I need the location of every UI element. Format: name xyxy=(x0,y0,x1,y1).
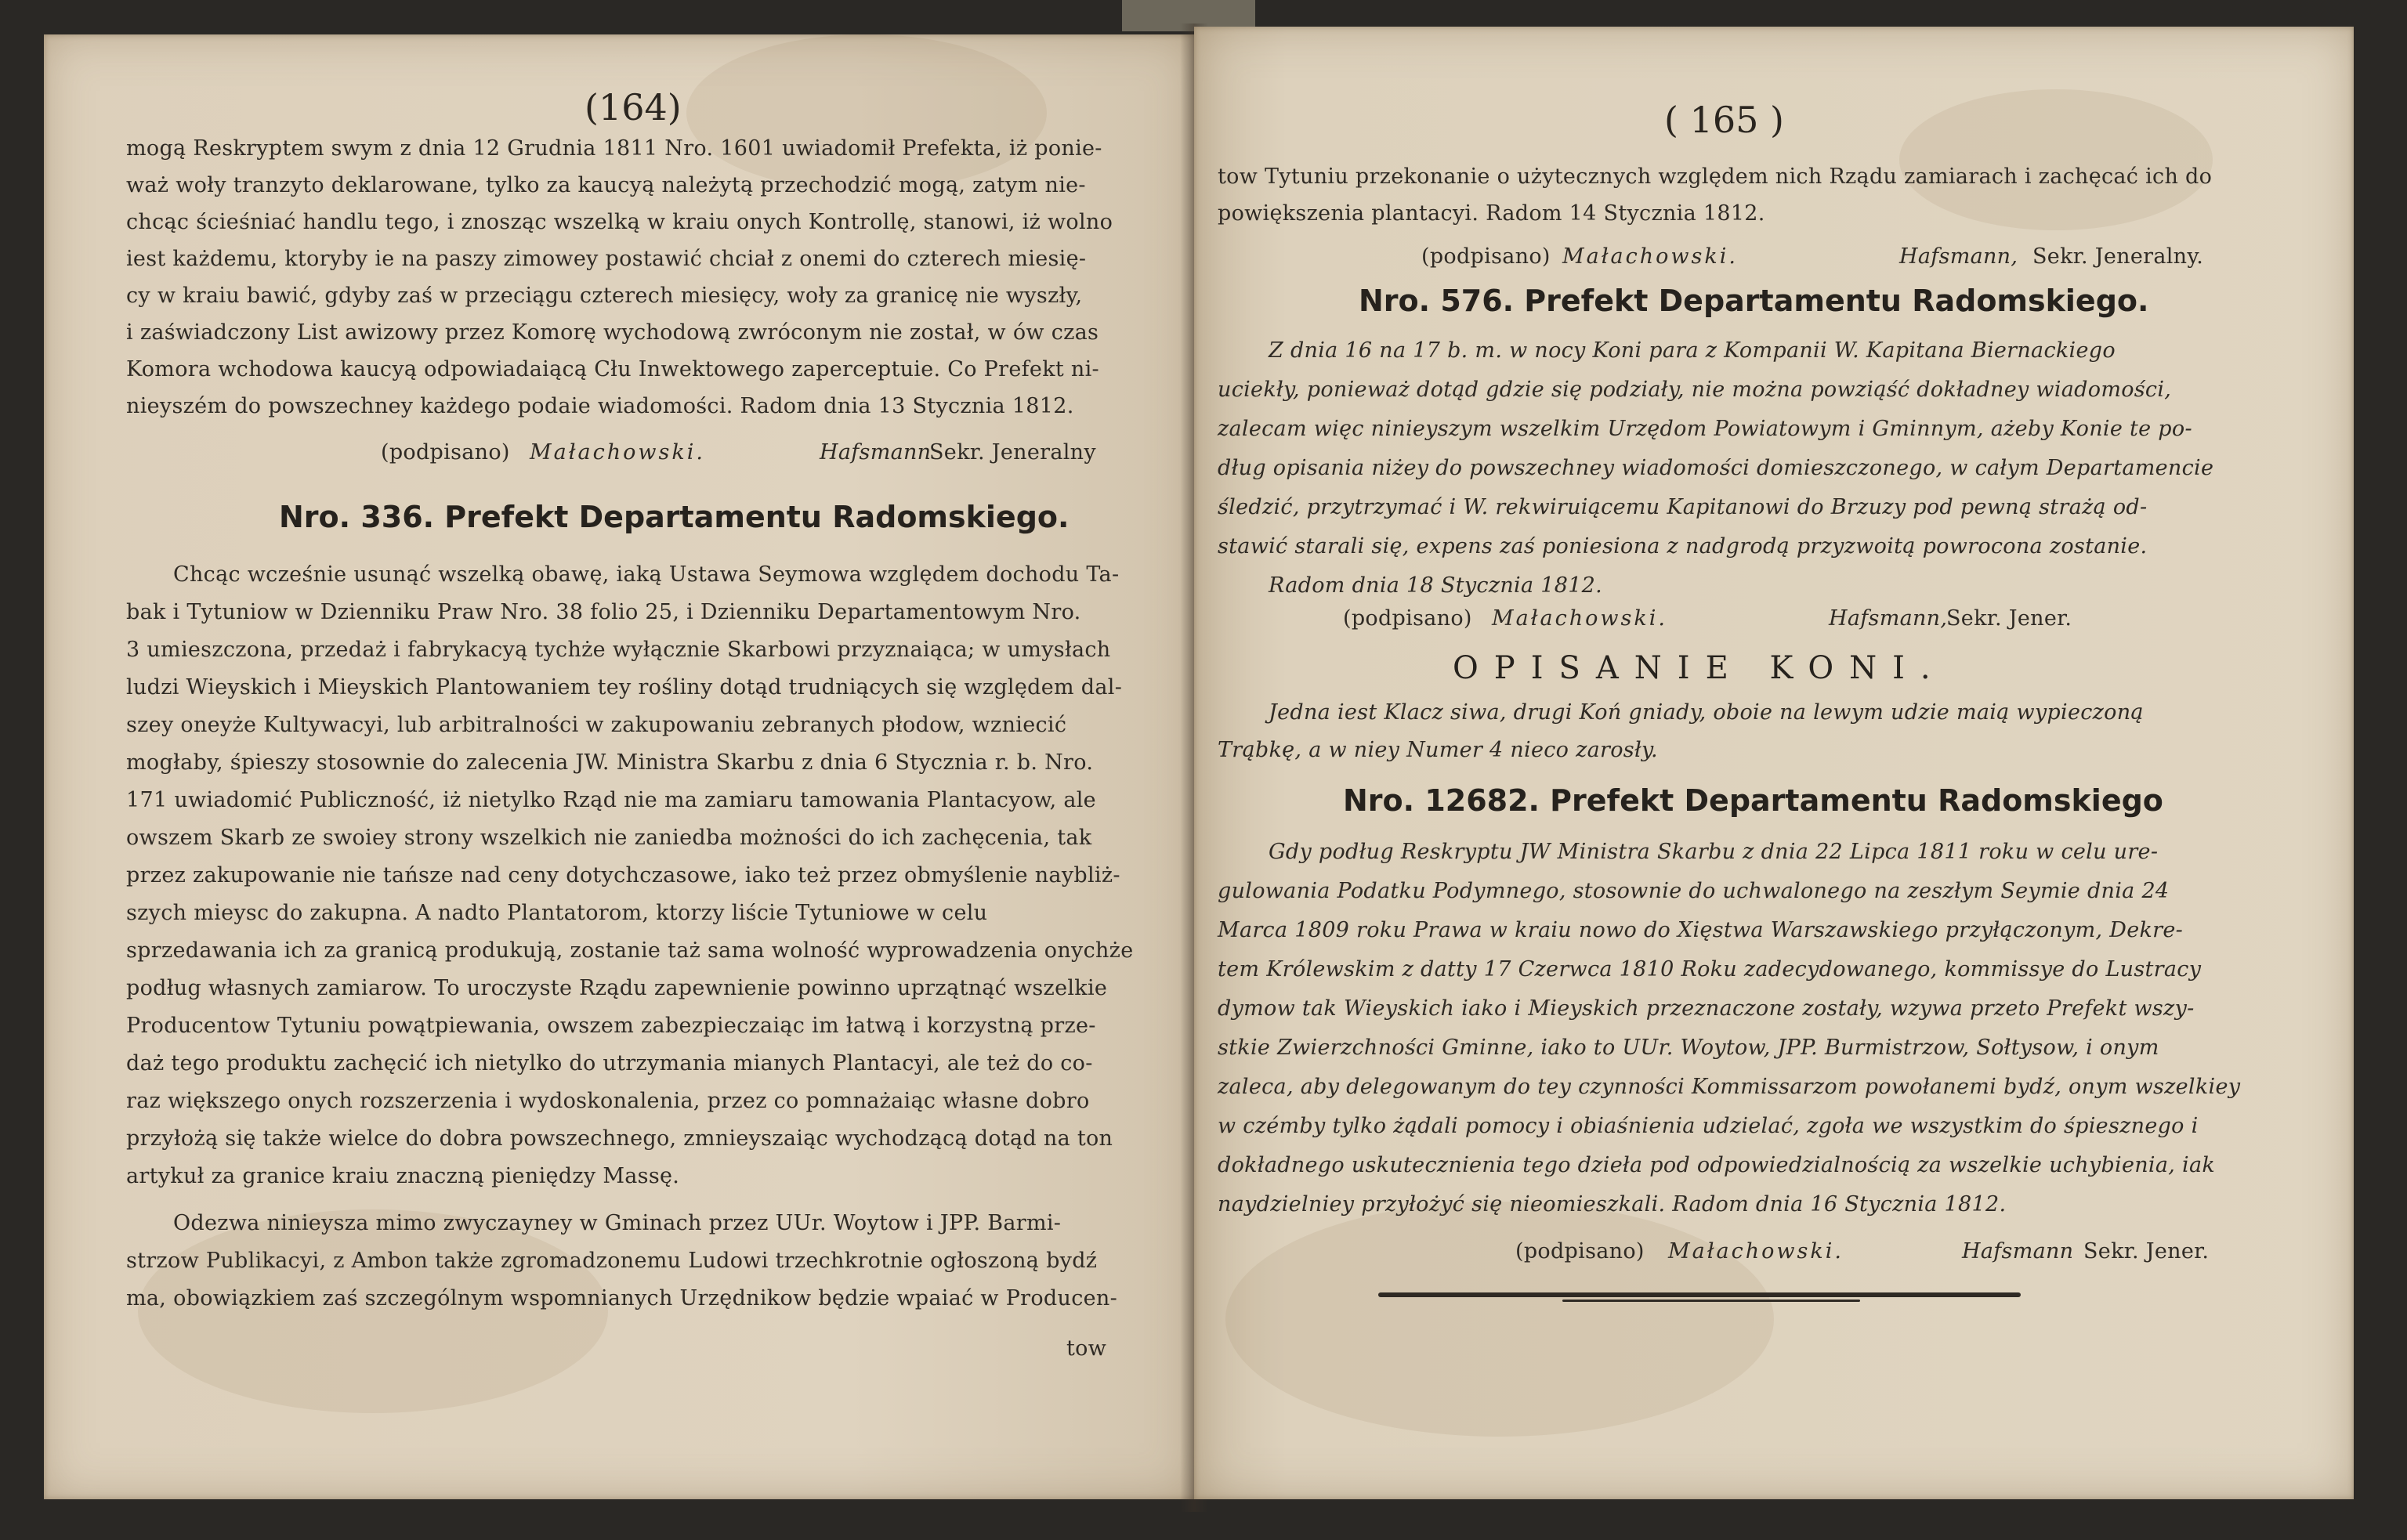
text-line: dług opisania niżey do powszechney wiadomości domieszczonego, w całym Departamencie xyxy=(1218,456,2214,480)
secretary-name: Hafsmann xyxy=(820,440,932,465)
text-line: nieyszém do powszechney każdego podaie wiadomości. Radom dnia 13 Stycznia 1812. xyxy=(126,394,1074,418)
text-line: dymow tak Wieyskich iako i Mieyskich przeznaczone zostały, wzywa przeto Prefekt wszy- xyxy=(1218,996,2195,1021)
dateline: Radom dnia 18 Stycznia 1812. xyxy=(1269,573,1603,598)
left-page xyxy=(44,34,1196,1499)
text-line: powiększenia plantacyi. Radom 14 Stycznia 1812. xyxy=(1218,201,1765,226)
page-number: ( 165 ) xyxy=(1664,99,1784,141)
signatory-name: Małachowski. xyxy=(1492,606,1667,631)
text-line: artykuł za granice kraiu znaczną pieniędzy Massę. xyxy=(126,1164,680,1188)
secretary-title: Sekr. Jener. xyxy=(2083,1239,2210,1263)
text-line: zalecam więc ninieyszym wszelkim Urzędom Powiatowym i Gminnym, ażeby Konie te po- xyxy=(1218,417,2192,441)
text-line: raz większego onych rozszerzenia i wydoskonalenia, przez co pomnażaiąc własne dobro xyxy=(126,1089,1090,1113)
text-line: mogłaby, śpieszy stosownie do zalecenia JW. Ministra Skarbu z dnia 6 Stycznia r. b. Nro. xyxy=(126,750,1094,775)
page-number: (164) xyxy=(585,86,682,128)
text-line: Chcąc wcześnie usunąć wszelką obawę, iaką Ustawa Seymowa względem dochodu Ta- xyxy=(173,562,1120,587)
text-line: naydzielniey przyłożyć się nieomieszkali. Radom dnia 16 Stycznia 1812. xyxy=(1218,1192,2007,1216)
section-title: OPISANIE KONI. xyxy=(1453,650,1946,686)
text-line: Producentow Tytuniu powątpiewania, owszem zabezpieczaiąc im łatwą i korzystną prze- xyxy=(126,1014,1096,1038)
text-line: 171 uwiadomić Publiczność, iż nietylko Rząd nie ma zamiaru tamowania Plantacyow, ale xyxy=(126,788,1096,812)
text-line: przyłożą się także wielce do dobra powszechnego, zmnieyszaiąc wychodzącą dotąd na ton xyxy=(126,1126,1113,1151)
text-line: ludzi Wieyskich i Mieyskich Plantowaniem tey rośliny dotąd trudniących się względem dal- xyxy=(126,675,1123,700)
secretary-name: Hafsmann, xyxy=(1899,244,2018,269)
text-line: chcąc ścieśniać handlu tego, i znosząc wszelką w kraiu onych Kontrollę, stanowi, iż wolno xyxy=(126,210,1113,234)
text-line: bak i Tytuniow w Dzienniku Praw Nro. 38 folio 25, i Dzienniku Departamentowym Nro. xyxy=(126,600,1081,624)
text-line: szey oneyże Kultywacyi, lub arbitralności w zakupowaniu zebranych płodow, wzniecić xyxy=(126,713,1067,737)
text-line: przez zakupowanie nie tańsze nad ceny dotychczasowe, iako też przez obmyślenie naybliż- xyxy=(126,863,1120,887)
text-line: zaleca, aby delegowanym do tey czynności Kommissarzom powołanemi bydź, onym wszelkiey xyxy=(1218,1075,2241,1099)
secretary-title: Sekr. Jener. xyxy=(1946,606,2072,631)
text-line: Gdy podług Reskryptu JW Ministra Skarbu z dnia 22 Lipca 1811 roku w celu ure- xyxy=(1269,840,2159,864)
text-line: mogą Reskryptem swym z dnia 12 Grudnia 1811 Nro. 1601 uwiadomił Prefekta, iż ponie- xyxy=(126,136,1102,161)
text-line: szych mieysc do zakupna. A nadto Plantatorom, ktorzy liście Tytuniowe w celu xyxy=(126,901,988,925)
text-line: waż woły tranzyto deklarowane, tylko za kaucyą należytą przechodzić mogą, zatym nie- xyxy=(126,173,1086,197)
secretary-title: Sekr. Jeneralny. xyxy=(2032,244,2204,269)
signed-label: (podpisano) xyxy=(381,440,510,465)
text-line: tow Tytuniu przekonanie o użytecznych względem nich Rządu zamiarach i zachęcać ich do xyxy=(1218,164,2213,189)
text-line: stawić starali się, expens zaś poniesiona z nadgrodą przyzwoitą powrocona zostanie. xyxy=(1218,534,2148,559)
text-line: sprzedawania ich za granicą produkują, zostanie taż sama wolność wyprowadzenia onychże xyxy=(126,938,1134,963)
signatory-name: Małachowski. xyxy=(1668,1239,1844,1263)
ornamental-rule xyxy=(1562,1300,1860,1302)
text-line: iest każdemu, ktoryby ie na paszy zimowey postawić chciał z onemi do czterech miesię- xyxy=(126,247,1087,271)
signed-label: (podpisano) xyxy=(1343,606,1472,631)
text-line: owszem Skarb ze swoiey strony wszelkich nie zaniedba możności do ich zachęcenia, tak xyxy=(126,826,1092,850)
text-line: i zaświadczony List awizowy przez Komorę wychodową zwróconym nie został, w ów czas xyxy=(126,320,1099,345)
secretary-name: Hafsmann, xyxy=(1829,606,1948,631)
text-line: Odezwa ninieysza mimo zwyczayney w Gminach przez UUr. Woytow i JPP. Barmi- xyxy=(173,1211,1062,1235)
text-line: 3 umieszczona, przedaż i fabrykacyą tychże wyłącznie Skarbowi przyznaiąca; w umysłach xyxy=(126,638,1111,662)
text-line: w czémby tylko żądali pomocy i obiaśnienia udzielać, zgoła we wszystkim do śpiesznego i xyxy=(1218,1114,2199,1138)
text-line: uciekły, ponieważ dotąd gdzie się podziały, nie można powziąść dokładney wiadomości, xyxy=(1218,378,2172,402)
text-line: Jedna iest Klacz siwa, drugi Koń gniady, oboie na lewym udzie maią wypieczoną xyxy=(1269,700,2144,725)
text-line: Marca 1809 roku Prawa w kraiu nowo do Xięstwa Warszawskiego przyłączonym, Dekre- xyxy=(1218,918,2184,942)
signed-label: (podpisano) xyxy=(1421,244,1551,269)
text-line: ma, obowiązkiem zaś szczególnym wspomnianych Urzędnikow będzie wpaiać w Producen- xyxy=(126,1286,1118,1310)
catchword: tow xyxy=(1066,1336,1107,1361)
text-line: śledzić, przytrzymać i W. rekwiruiącemu Kapitanowi do Brzuzy pod pewną strażą od- xyxy=(1218,495,2148,519)
text-line: strzow Publikacyi, z Ambon także zgromadzonemu Ludowi trzechkrotnie ogłoszoną bydź xyxy=(126,1249,1098,1273)
ornamental-rule xyxy=(1378,1292,2021,1297)
section-heading: Nro. 576. Prefekt Departamentu Radomskiego. xyxy=(1359,284,2149,318)
text-line: Komora wchodowa kaucyą odpowiadaiącą Cłu Inwektowego zaperceptuie. Co Prefekt ni- xyxy=(126,357,1099,381)
text-line: dokładnego uskutecznienia tego dzieła pod odpowiedzialnością za wszelkie uchybienia, iak xyxy=(1218,1153,2216,1177)
text-line: Trąbkę, a w niey Numer 4 nieco zarosły. xyxy=(1218,738,1658,762)
text-line: daż tego produktu zachęcić ich nietylko do utrzymania mianych Plantacyi, ale też do co- xyxy=(126,1051,1093,1075)
text-line: stkie Zwierzchności Gminne, iako to UUr. Woytow, JPP. Burmistrzow, Sołtysow, i onym xyxy=(1218,1036,2159,1060)
text-line: podług własnych zamiarow. To uroczyste Rządu zapewnienie powinno uprzątnąć wszelkie xyxy=(126,976,1108,1000)
secretary-title: Sekr. Jeneralny xyxy=(929,440,1096,465)
text-line: Z dnia 16 na 17 b. m. w nocy Koni para z Kompanii W. Kapitana Biernackiego xyxy=(1269,338,2116,363)
signed-label: (podpisano) xyxy=(1515,1239,1645,1263)
right-page xyxy=(1194,27,2354,1499)
signatory-name: Małachowski. xyxy=(530,440,705,465)
text-line: tem Królewskim z datty 17 Czerwca 1810 Roku zadecydowanego, kommissye do Lustracy xyxy=(1218,957,2202,981)
signatory-name: Małachowski. xyxy=(1562,244,1738,269)
section-heading: Nro. 336. Prefekt Departamentu Radomskiego. xyxy=(279,500,1070,534)
text-line: gulowania Podatku Podymnego, stosownie do uchwalonego na zeszłym Seymie dnia 24 xyxy=(1218,879,2170,903)
secretary-name: Hafsmann xyxy=(1962,1239,2074,1263)
text-line: cy w kraiu bawić, gdyby zaś w przeciągu czterech miesięcy, woły za granicę nie wyszły, xyxy=(126,284,1083,308)
section-heading: Nro. 12682. Prefekt Departamentu Radomskiego xyxy=(1343,783,2163,818)
